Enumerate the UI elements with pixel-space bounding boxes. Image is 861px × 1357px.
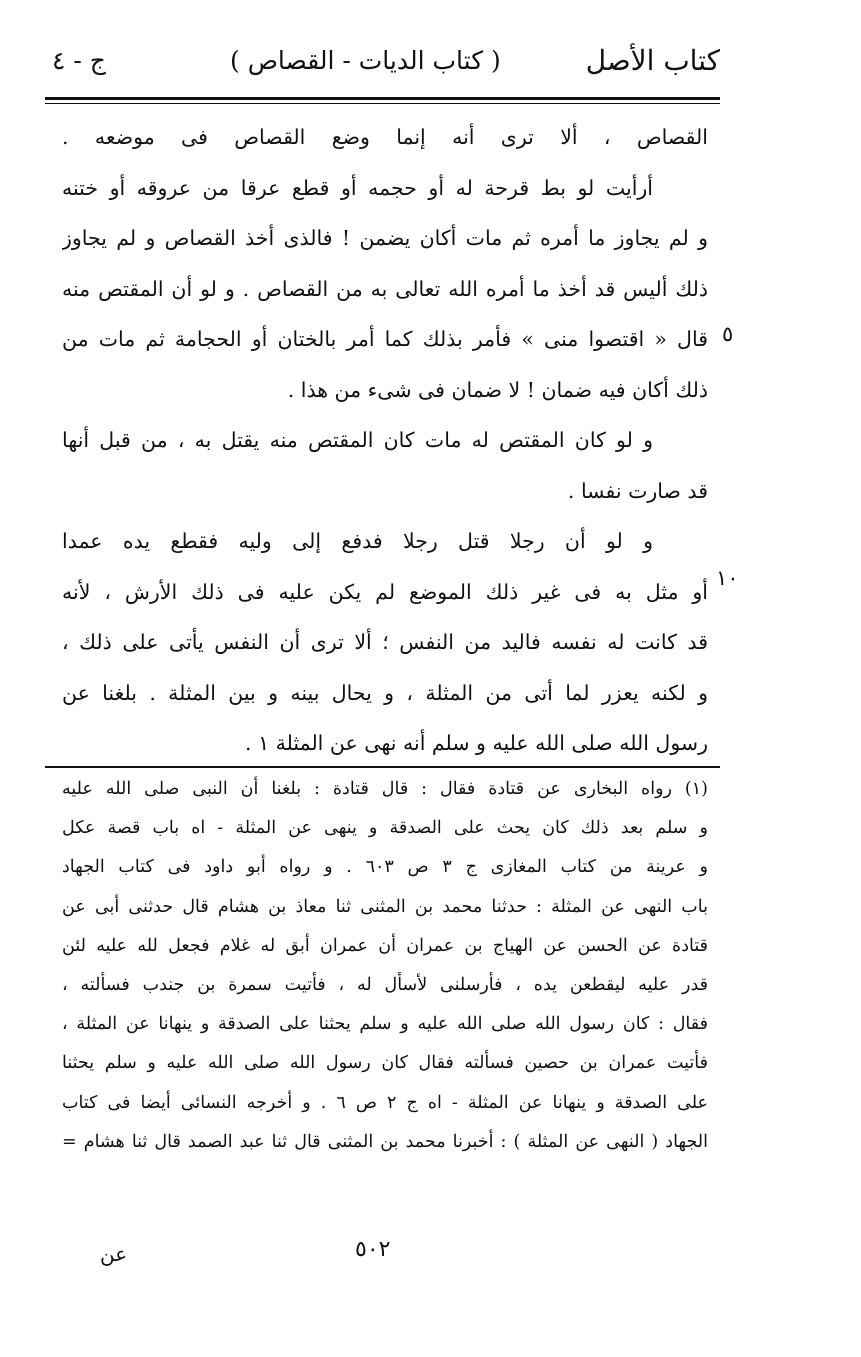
footnote-line: (١) رواه البخارى عن قتادة فقال : قال قتادة : بلغنا أن النبى صلى الله عليه — [62, 779, 708, 799]
main-text — [62, 112, 708, 769]
footnote-line: الجهاد ( النهى عن المثلة ) : أخبرنا محمد بن المثنى قال ثنا عبد الصمد قال ثنا هشام = — [62, 1131, 708, 1152]
footnotes — [62, 770, 708, 1162]
text-line: قد صارت نفسا . — [567, 478, 708, 503]
text-line: رسول الله صلى الله عليه و سلم أنه نهى عن المثلة ١ . — [245, 731, 708, 755]
line-number-10: ١٠ — [716, 566, 739, 590]
text-line: أرأيت لو بط قرحة له أو حجمه أو قطع عرقا من عروقه أو ختنه — [62, 175, 653, 200]
chapter-title: ( كتاب الديات - القصاص ) — [230, 46, 501, 75]
text-line: و لكنه يعزر لما أتى من المثلة ، و يحال بينه و بين المثلة . بلغنا عن — [62, 680, 708, 705]
book-title: كتاب الأصل — [585, 44, 720, 77]
footnote-line: فأتيت عمران بن حصين فسألته فقال كان رسول الله صلى الله عليه و سلم يحثنا — [62, 1053, 708, 1074]
footnote-line: فقال : كان رسول الله صلى الله عليه و سلم يحثنا على الصدقة و ينهانا عن المثلة ، — [62, 1014, 708, 1035]
page-number: ٥٠٢ — [355, 1237, 391, 1262]
text-line: أو مثل به فى غير ذلك الموضع لم يكن عليه فى ذلك الأرش ، لأنه — [62, 579, 708, 604]
text-line: قد كانت له نفسه فاليد من النفس ؛ ألا ترى أن النفس يأتى على ذلك ، — [62, 630, 708, 654]
text-line: و لو أن رجلا قتل رجلا فدفع إلى وليه فقطع يده عمدا — [62, 529, 653, 553]
catchword: عن — [100, 1242, 128, 1266]
text-line: ذلك أكان فيه ضمان ! لا ضمان فى شىء من هذا . — [287, 377, 708, 402]
text-line: القصاص ، ألا ترى أنه إنما وضع القصاص فى موضعه . — [62, 125, 708, 149]
footnote-line: و سلم بعد ذلك كان يحث على الصدقة و ينهى عن المثلة - اه باب قصة عكل — [62, 818, 708, 839]
footnote-rule — [45, 766, 720, 768]
header-rule-thin — [45, 103, 720, 104]
footnote-line: قدر عليه ليقطعن يده ، فأرسلنى لأسأل له ، فأتيت سمرة بن جندب فسألته ، — [62, 974, 708, 995]
text-line: و لم يجاوز ما أمره ثم مات أكان يضمن ! فالذى أخذ القصاص و لم يجاوز — [62, 226, 708, 250]
volume-label: ج - ٤ — [52, 46, 106, 75]
footnote-line: باب النهى عن المثلة : حدثنا محمد بن المثنى ثنا معاذ بن هشام قال حدثنى أبى عن — [62, 896, 708, 917]
footnote-line: قتادة عن الحسن عن الهياج بن عمران أن عمران أبق له غلام فجعل لله عليه لئن — [62, 935, 708, 956]
line-number-5: ٥ — [722, 322, 734, 346]
running-header — [40, 44, 720, 90]
text-line: قال « اقتصوا منى » فأمر بذلك كما أمر بالختان أو الحجامة ثم مات من — [62, 327, 708, 351]
text-line: و لو كان المقتص له مات كان المقتص منه يقتل به ، من قبل أنها — [62, 428, 653, 452]
footnote-line: و عرينة من كتاب المغازى ج ٣ ص ٦٠٣ . و رواه أبو داود فى كتاب الجهاد — [62, 857, 708, 878]
footnote-line: على الصدقة و ينهانا عن المثلة - اه ج ٢ ص ٦ . و أخرجه النسائى أيضا فى كتاب — [62, 1092, 708, 1113]
header-rule — [45, 97, 720, 100]
text-line: ذلك أليس قد أخذ ما أمره الله تعالى به من القصاص . و لو أن المقتص منه — [62, 276, 708, 301]
